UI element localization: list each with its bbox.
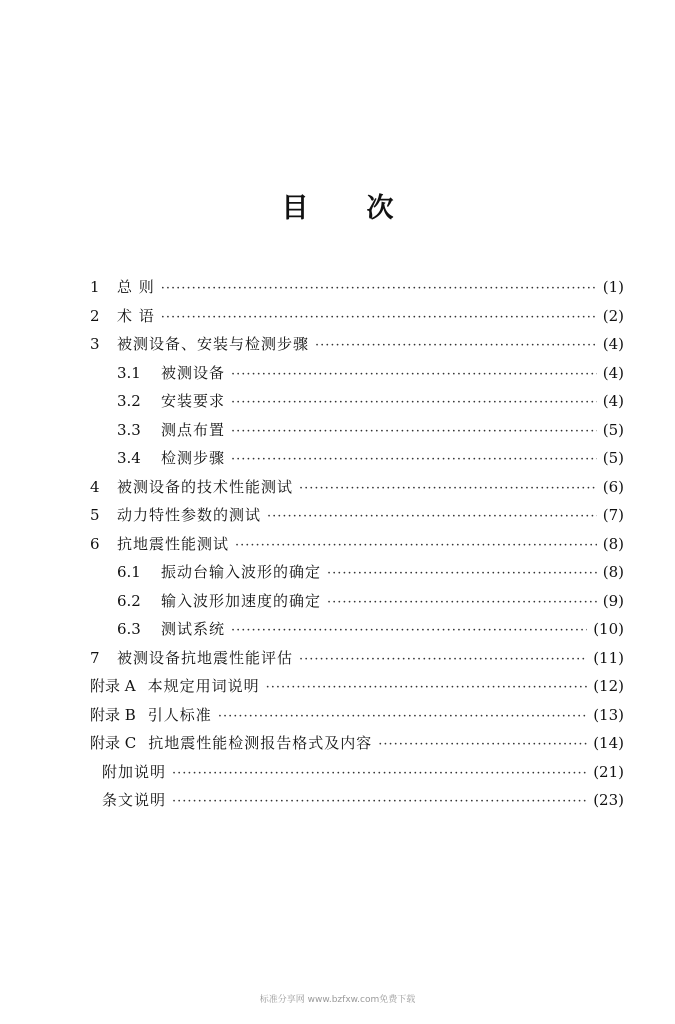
toc-entry-label: 总 则 xyxy=(117,278,155,296)
toc-entry xyxy=(90,305,624,334)
toc-entry-page: (8) xyxy=(602,563,624,581)
toc-entry-label: 振动台输入波形的确定 xyxy=(161,563,322,581)
toc-leader-dots xyxy=(267,509,597,524)
toc-entry-page: (9) xyxy=(602,591,624,610)
toc-entry-number: 6.1 xyxy=(117,563,141,581)
toc-entry-number: 6.2 xyxy=(117,591,141,610)
toc-entry-page: (10) xyxy=(593,620,624,638)
toc-entry-page: (6) xyxy=(602,477,624,496)
toc-entry-page: (12) xyxy=(593,677,624,695)
toc-entry-page: (21) xyxy=(593,762,624,781)
toc-entry-page: (4) xyxy=(602,335,624,353)
title-char-1: 目 xyxy=(281,193,309,224)
toc-entry-number: 附录 C xyxy=(90,734,137,752)
toc-entry xyxy=(90,647,624,676)
toc-entry-page: (5) xyxy=(602,420,624,439)
toc-leader-dots xyxy=(231,452,597,467)
toc-entry-label: 检测步骤 xyxy=(161,449,226,467)
toc-entry-label: 被测设备 xyxy=(161,363,226,382)
toc-entry-page: (4) xyxy=(602,392,624,410)
toc-entry-label: 安装要求 xyxy=(161,392,226,410)
toc-entry-number: 6.3 xyxy=(117,620,141,638)
toc-leader-dots xyxy=(161,310,597,325)
toc-entry xyxy=(90,333,624,362)
toc-subentry xyxy=(90,447,624,476)
toc-entry xyxy=(90,789,624,818)
toc-entry-page: (11) xyxy=(593,648,624,667)
toc-entry-page: (13) xyxy=(593,705,624,724)
toc-entry xyxy=(90,533,624,562)
toc-entry-label: 被测设备抗地震性能评估 xyxy=(117,648,294,667)
toc-leader-dots xyxy=(231,424,597,439)
toc-entry-page: (7) xyxy=(602,506,624,524)
toc-entry-number: 5 xyxy=(90,506,100,524)
toc-entry-number: 3 xyxy=(90,335,100,353)
toc-entry-label: 测试系统 xyxy=(161,620,226,638)
toc-entry-number: 6 xyxy=(90,534,100,553)
toc-entry-page: (2) xyxy=(602,306,624,325)
toc-entry-label: 被测设备的技术性能测试 xyxy=(117,477,294,496)
toc-leader-dots xyxy=(231,395,597,410)
toc-leader-dots xyxy=(315,338,597,353)
toc-leader-dots xyxy=(327,595,597,610)
toc-leader-dots xyxy=(161,281,597,296)
toc-entry-number: 4 xyxy=(90,477,100,496)
toc-leader-dots xyxy=(299,481,597,496)
toc-leader-dots xyxy=(172,794,587,809)
toc-entry xyxy=(90,504,624,533)
toc-entry-number: 附录 A xyxy=(90,677,136,695)
toc-leader-dots xyxy=(299,652,587,667)
toc-entry-page: (23) xyxy=(593,791,624,809)
toc-leader-dots xyxy=(327,566,597,581)
toc-leader-dots xyxy=(231,367,597,382)
toc-entry-label: 术 语 xyxy=(117,306,155,325)
toc-entry-page: (1) xyxy=(602,278,624,296)
toc-leader-dots xyxy=(218,709,587,724)
toc-entry-label: 动力特性参数的测试 xyxy=(117,506,262,524)
title-char-2: 次 xyxy=(366,193,394,224)
toc-entry-label: 测点布置 xyxy=(161,420,226,439)
toc-entry-number: 1 xyxy=(90,278,100,296)
footer-watermark: 标准分享网 www.bzfxw.com免费下载 xyxy=(259,995,416,1005)
toc-subentry xyxy=(90,590,624,619)
toc-leader-dots xyxy=(266,680,588,695)
toc-entry-number: 3.1 xyxy=(117,363,141,382)
toc-subentry xyxy=(90,618,624,647)
toc-leader-dots xyxy=(231,623,587,638)
toc-leader-dots xyxy=(235,538,597,553)
toc-entry-page: (8) xyxy=(602,534,624,553)
page-title xyxy=(0,186,675,225)
toc-entry-number: 附录 B xyxy=(90,705,136,724)
toc-entry-number: 3.4 xyxy=(117,449,141,467)
toc-entry-label: 条文说明 xyxy=(102,791,167,809)
toc-appendix-entry xyxy=(90,675,624,704)
toc-leader-dots xyxy=(172,766,587,781)
toc-entry-label: 抗地震性能检测报告格式及内容 xyxy=(148,734,373,752)
toc-appendix-entry xyxy=(90,732,624,761)
toc-subentry xyxy=(90,362,624,391)
toc-entry xyxy=(90,761,624,790)
toc-entry xyxy=(90,476,624,505)
toc-entry-label: 被测设备、安装与检测步骤 xyxy=(117,335,310,353)
toc-leader-dots xyxy=(378,737,587,752)
toc-entry-label: 输入波形加速度的确定 xyxy=(161,591,322,610)
toc-entry-label: 引人标准 xyxy=(147,705,212,724)
toc-entry-label: 本规定用词说明 xyxy=(147,677,260,695)
toc-entry-number: 3.2 xyxy=(117,392,141,410)
toc-entry-page: (4) xyxy=(602,363,624,382)
table-of-contents xyxy=(90,276,624,818)
toc-entry-page: (14) xyxy=(593,734,624,752)
toc-entry-number: 2 xyxy=(90,306,100,325)
toc-subentry xyxy=(90,561,624,590)
toc-entry-label: 抗地震性能测试 xyxy=(117,534,230,553)
toc-entry-number: 7 xyxy=(90,648,100,667)
toc-subentry xyxy=(90,390,624,419)
toc-entry xyxy=(90,276,624,305)
toc-appendix-entry xyxy=(90,704,624,733)
toc-entry-page: (5) xyxy=(602,449,624,467)
toc-entry-label: 附加说明 xyxy=(102,762,167,781)
toc-subentry xyxy=(90,419,624,448)
toc-entry-number: 3.3 xyxy=(117,420,141,439)
